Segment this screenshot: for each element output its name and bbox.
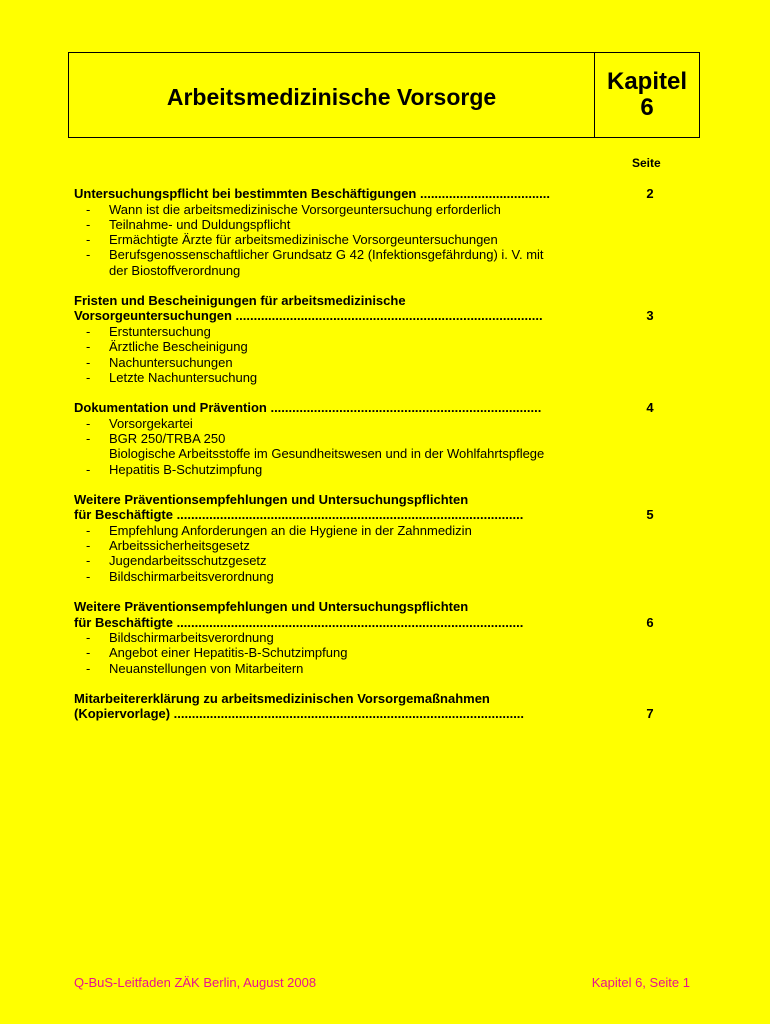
chapter-box: [595, 53, 699, 137]
toc-list-item: [74, 202, 589, 217]
toc-section-title: [74, 691, 590, 707]
toc-list-item-text: Angebot einer Hepatitis-B-Schutzimpfung: [109, 645, 348, 661]
toc-list-item-text: Empfehlung Anforderungen an die Hygiene in der Zahnmedizin: [109, 522, 472, 538]
toc-list-item: [74, 538, 589, 553]
toc-section-title-text: Fristen und Bescheinigungen für arbeitsmedizinische: [74, 292, 406, 308]
toc-list-item-text: Jugendarbeitsschutzgesetz: [109, 553, 267, 569]
toc-page-number: 2: [646, 186, 654, 201]
footer-left: Q-BuS-Leitfaden ZÄK Berlin, August 2008: [74, 975, 317, 990]
toc-list-item: [74, 523, 589, 538]
bullet-dash: -: [86, 553, 91, 569]
bullet-dash: -: [86, 369, 91, 385]
toc-section-title-text: (Kopiervorlage) .................................................................................................: [74, 706, 525, 722]
bullet-dash: -: [86, 232, 91, 248]
bullet-dash: -: [86, 660, 91, 676]
toc-section-title: [74, 186, 654, 202]
toc-section-title-text: Untersuchungspflicht bei bestimmten Beschäftigungen ....................................: [74, 186, 551, 201]
bullet-dash: -: [86, 645, 91, 661]
toc-list-item-text: BGR 250/TRBA 250: [109, 430, 226, 446]
toc-list-item-text: Biologische Arbeitsstoffe im Gesundheitswesen und in der Wohlfahrtspflege: [109, 446, 545, 462]
page-title: Arbeitsmedizinische Vorsorge: [69, 53, 595, 137]
toc-page-number: 7: [646, 706, 654, 722]
bullet-dash: -: [86, 461, 91, 477]
toc-section: [74, 691, 674, 722]
bullet-dash: -: [86, 568, 91, 584]
chapter-header: [68, 52, 700, 138]
toc-list-item-text: Bildschirmarbeitsverordnung: [109, 568, 274, 584]
toc-list-item: [74, 263, 589, 278]
toc-list-item: [74, 446, 589, 461]
toc-list-item: [74, 645, 589, 660]
toc-section-title: [74, 308, 654, 324]
toc-list-item-text: Vorsorgekartei: [109, 415, 193, 431]
toc-section: [74, 400, 674, 477]
toc-list-item-text: Wann ist die arbeitsmedizinische Vorsorgeuntersuchung erforderlich: [109, 201, 501, 217]
bullet-dash: -: [86, 216, 91, 232]
toc-list-item-text: Bildschirmarbeitsverordnung: [109, 630, 274, 646]
table-of-contents: [74, 186, 674, 737]
toc-list-item: [74, 661, 589, 676]
toc-page-number: 6: [646, 614, 654, 630]
toc-page-number: 3: [646, 308, 654, 324]
toc-section-title: [74, 614, 654, 631]
toc-section-title: [74, 706, 654, 722]
toc-section: [74, 492, 674, 584]
toc-page-number: 4: [646, 400, 654, 416]
toc-section-title-text: für Beschäftigte ................................................................................................: [74, 614, 524, 630]
toc-section-title: [74, 507, 654, 523]
bullet-dash: -: [86, 339, 91, 355]
toc-section: [74, 599, 674, 676]
bullet-dash: -: [86, 522, 91, 538]
toc-list-item-text: Ärztliche Bescheinigung: [109, 339, 248, 355]
bullet-dash: -: [86, 538, 91, 554]
page-column-label: Seite: [632, 156, 661, 170]
toc-list-item: [74, 217, 589, 232]
bullet-dash: -: [86, 430, 91, 446]
toc-section-title: [74, 400, 654, 416]
toc-list-item: [74, 355, 589, 370]
toc-section-title-text: für Beschäftigte ................................................................................................: [74, 507, 524, 523]
toc-list-item-text: Letzte Nachuntersuchung: [109, 369, 258, 385]
toc-list-item: [74, 339, 589, 354]
toc-list-item: [74, 431, 589, 446]
bullet-dash: -: [86, 630, 91, 646]
toc-list-item-text: Erstuntersuchung: [109, 323, 211, 339]
toc-list-item-text: Ermächtigte Ärzte für arbeitsmedizinische Vorsorgeuntersuchungen: [109, 232, 498, 248]
toc-list-item-text: Nachuntersuchungen: [109, 354, 233, 370]
bullet-dash: -: [86, 323, 91, 339]
footer-right: Kapitel 6, Seite 1: [591, 975, 690, 990]
bullet-dash: -: [86, 354, 91, 370]
toc-list-item: [74, 416, 589, 431]
toc-list-item-text: Hepatitis B-Schutzimpfung: [109, 461, 263, 477]
toc-list-item: [74, 232, 589, 247]
toc-section-title: [74, 492, 590, 508]
toc-page-number: 5: [646, 507, 654, 523]
toc-section-title: [74, 293, 590, 309]
toc-section: [74, 186, 674, 278]
chapter-label: Kapitel: [606, 68, 687, 95]
toc-list-item-text: Arbeitssicherheitsgesetz: [109, 538, 250, 554]
toc-section-title-text: Vorsorgeuntersuchungen .....................................................................................: [74, 308, 543, 324]
toc-section-title-text: Dokumentation und Prävention ...........................................................................: [74, 400, 542, 416]
toc-section-title: [74, 599, 590, 615]
toc-list-item-text: Berufsgenossenschaftlicher Grundsatz G 42 (Infektionsgefährdung) i. V. mit: [109, 247, 544, 263]
toc-section-title-text: Mitarbeitererklärung zu arbeitsmedizinischen Vorsorgemaßnahmen: [74, 690, 490, 706]
toc-list-item: [74, 569, 589, 584]
toc-section: [74, 293, 674, 385]
bullet-dash: -: [86, 247, 91, 263]
toc-list-item-text: Teilnahme- und Duldungspflicht: [109, 216, 291, 232]
bullet-dash: -: [86, 415, 91, 431]
chapter-number: 6: [640, 94, 654, 121]
toc-list-item: [74, 324, 589, 339]
toc-section-title-text: Weitere Präventionsempfehlungen und Untersuchungspflichten: [74, 491, 469, 507]
bullet-dash: -: [86, 201, 91, 217]
toc-list-item: [74, 462, 589, 477]
toc-list-item: [74, 553, 589, 568]
toc-section-title-text: Weitere Präventionsempfehlungen und Untersuchungspflichten: [74, 599, 469, 615]
toc-list-item-text: Neuanstellungen von Mitarbeitern: [109, 660, 304, 676]
toc-list-item: [74, 630, 589, 645]
toc-list-item-text: der Biostoffverordnung: [109, 262, 241, 278]
toc-list-item: [74, 247, 589, 262]
toc-list-item: [74, 370, 589, 385]
